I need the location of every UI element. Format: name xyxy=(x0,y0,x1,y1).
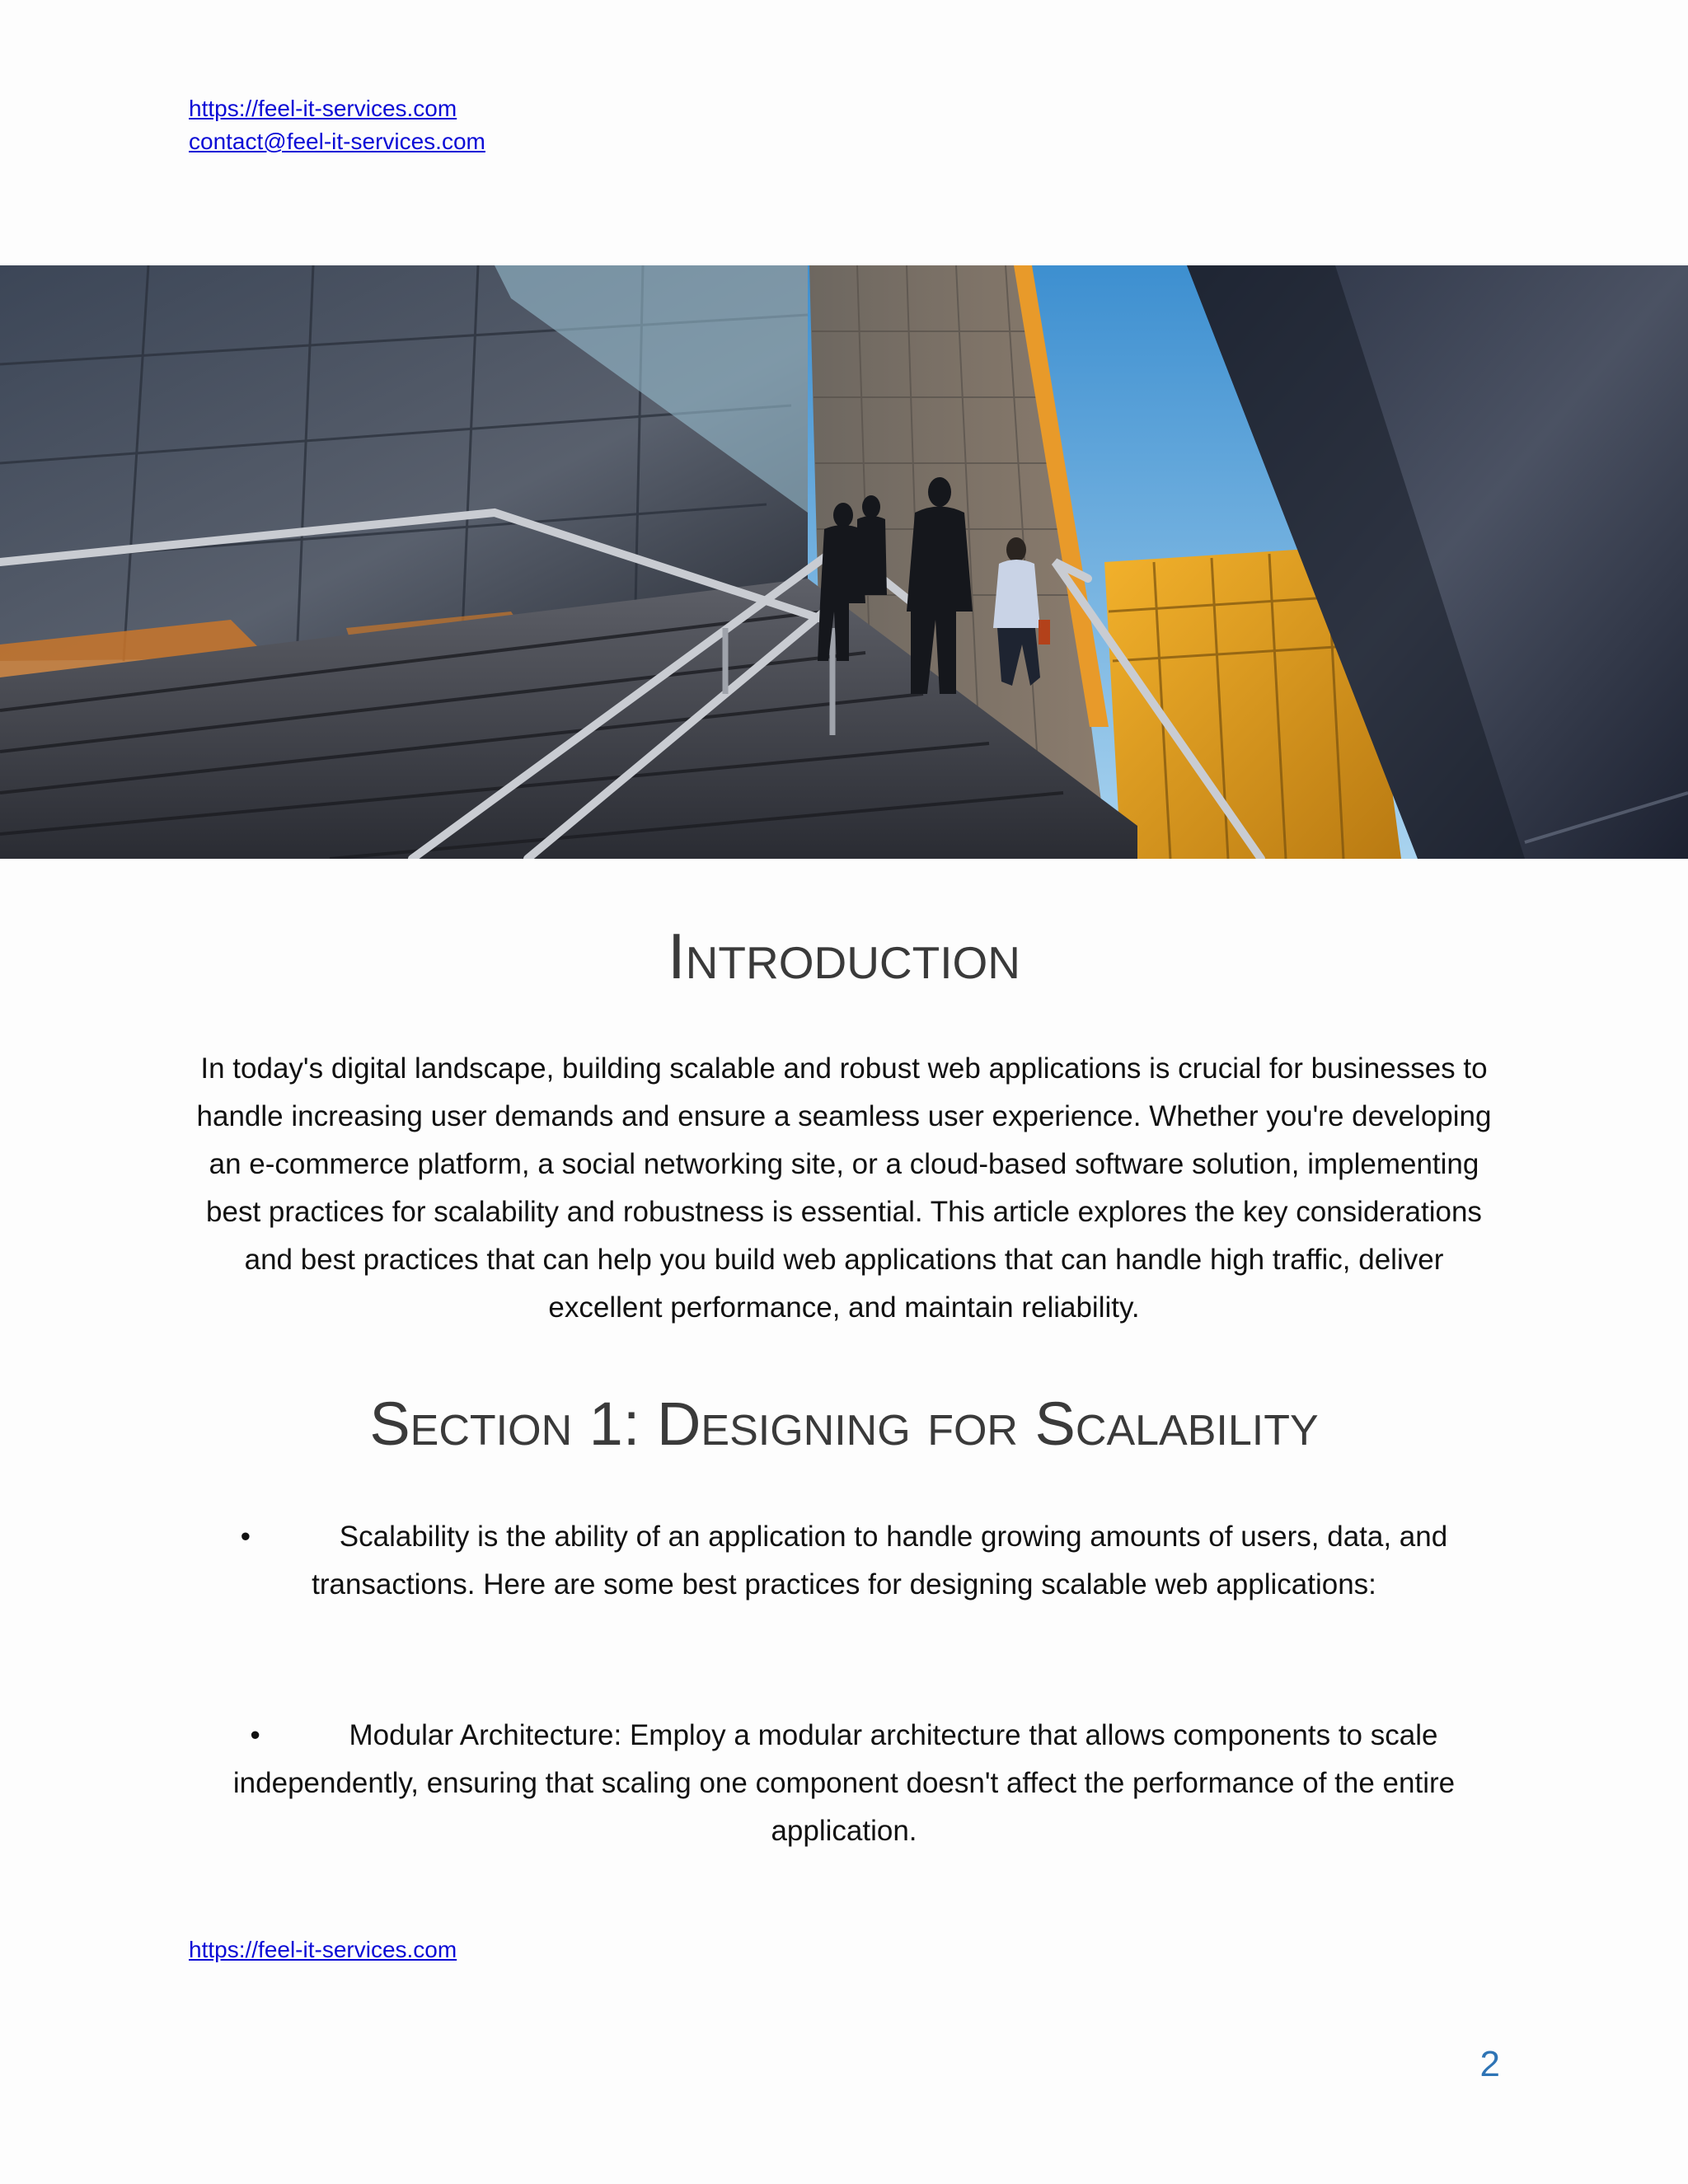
bullet-item xyxy=(189,1513,1499,1609)
footer xyxy=(189,1933,457,1966)
bullet-item xyxy=(189,1712,1499,1855)
section1-heading: Section 1: Designing for Scalability xyxy=(369,1390,1319,1458)
hero-photo xyxy=(0,265,1688,859)
website-link[interactable]: https://feel-it-services.com xyxy=(189,96,457,121)
bullet-icon: • xyxy=(250,1719,260,1751)
bullet-icon: • xyxy=(240,1521,251,1553)
introduction-paragraph: In today's digital landscape, building scalable and robust web applications is crucial for businesses to handle increasing user demands and ensure a seamless user experience. Whether you're developing an e-commerce platform, a social networking site, or a cloud-based software solution, implementing best practices for scalability and robustness is essential. This article explores the key considerations and best practices that can help you build web applications that can handle high traffic, deliver excellent performance, and maintain reliability. xyxy=(196,1052,1492,1324)
header-links xyxy=(189,92,485,158)
page-number: 2 xyxy=(1479,2044,1500,2084)
email-link[interactable]: contact@feel-it-services.com xyxy=(189,129,485,154)
bullet-text: Modular Architecture: Employ a modular architecture that allows components to scale independently, ensuring that scaling one component doesn't affect the performance of the entire application. xyxy=(232,1719,1456,1847)
introduction-heading: Introduction xyxy=(667,920,1021,992)
bullet-text: Scalability is the ability of an application to handle growing amounts of users, data, and transactions. Here are some best practices for designing scalable web applications: xyxy=(312,1521,1448,1601)
footer-website-link[interactable]: https://feel-it-services.com xyxy=(189,1937,457,1962)
hero-photo-illustration xyxy=(0,265,1688,859)
